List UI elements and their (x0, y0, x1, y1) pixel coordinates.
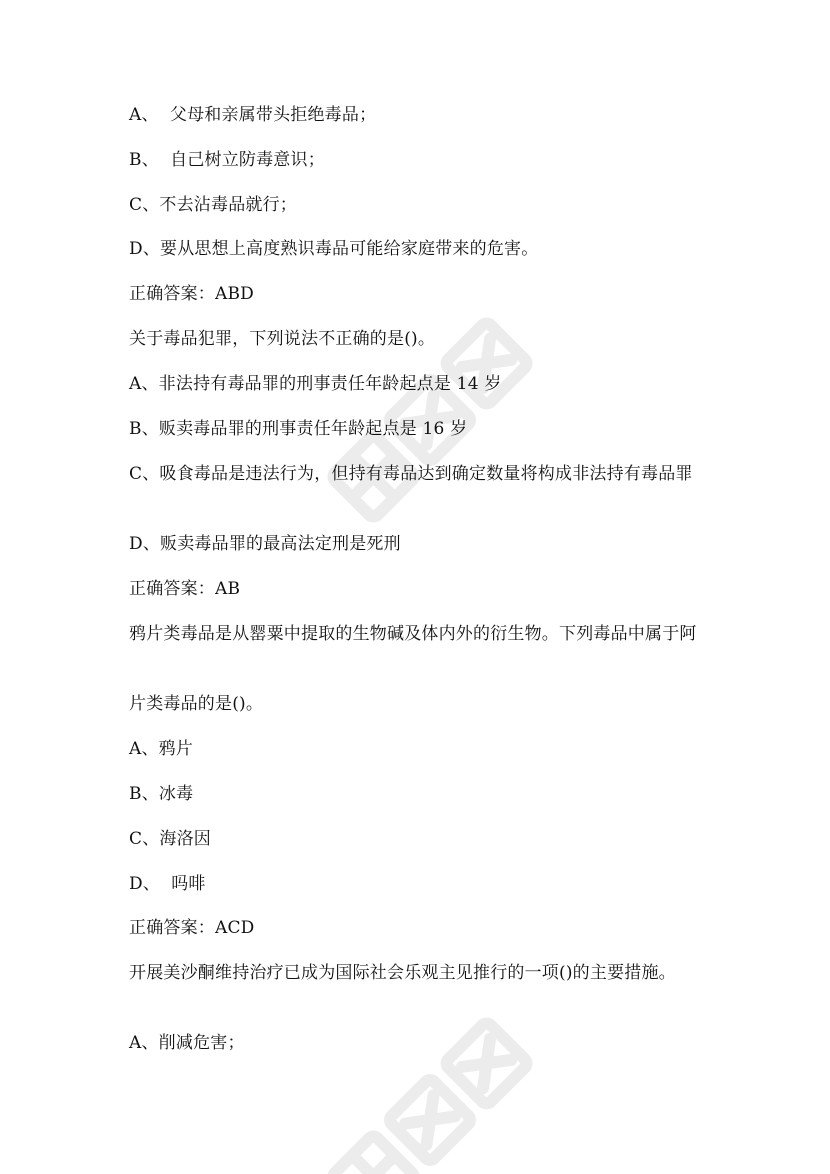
question-line: 鸦片类毒品是从罂粟中提取的生物碱及体内外的衍生物。下列毒品中属于阿 (129, 624, 697, 644)
option-line: A、削减危害； (129, 1033, 245, 1053)
option-line: A、非法持有毒品罪的刑事责任年龄起点是 14 岁 (129, 374, 502, 394)
answer-line: 正确答案：ACD (129, 918, 255, 938)
question-line: 开展美沙酮维持治疗已成为国际社会乐观主见推行的一项()的主要措施。 (129, 963, 676, 983)
option-line: C、吸食毒品是违法行为，但持有毒品达到确定数量将构成非法持有毒品罪 (129, 464, 693, 484)
option-line: C、海洛因 (129, 829, 212, 849)
option-line: A、 父母和亲属带头拒绝毒品； (129, 105, 377, 125)
answer-line: 正确答案：AB (129, 579, 241, 599)
question-line: 片类毒品的是()。 (129, 694, 264, 714)
option-line: B、 自己树立防毒意识； (129, 150, 325, 170)
answer-line: 正确答案：ABD (129, 284, 254, 304)
option-line: D、要从思想上高度熟识毒品可能给家庭带来的危害。 (129, 239, 539, 259)
option-line: D、贩卖毒品罪的最高法定刑是死刑 (129, 534, 401, 554)
option-line: D、 吗啡 (129, 874, 206, 894)
option-line: C、不去沾毒品就行； (129, 195, 298, 215)
option-line: B、贩卖毒品罪的刑事责任年龄起点是 16 岁 (129, 419, 468, 439)
option-line: A、鸦片 (129, 739, 194, 759)
option-line: B、冰毒 (129, 784, 194, 804)
question-line: 关于毒品犯罪，下列说法不正确的是()。 (129, 329, 436, 349)
